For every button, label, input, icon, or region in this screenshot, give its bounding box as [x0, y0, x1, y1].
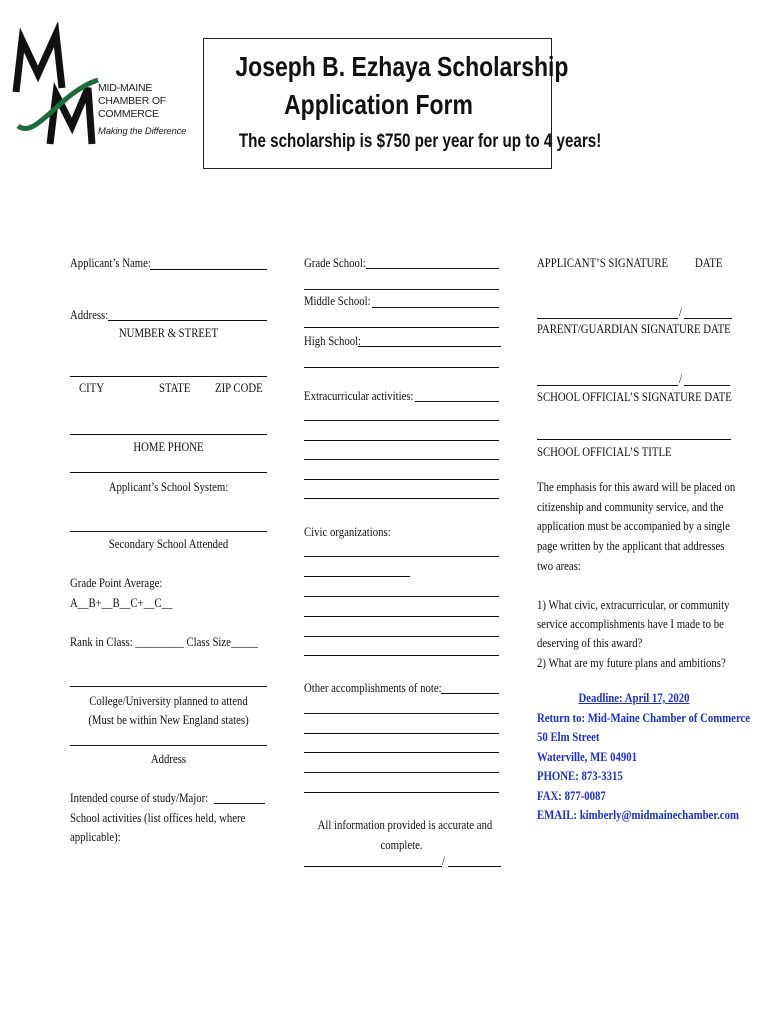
- extracurricular-line[interactable]: [304, 479, 499, 480]
- parent-date-field[interactable]: [684, 318, 732, 319]
- certify-signature-field[interactable]: [304, 866, 442, 867]
- official-signature-label: SCHOOL OFFICIAL’S SIGNATURE DATE: [537, 390, 732, 404]
- other-accomplishments-field[interactable]: [441, 693, 499, 694]
- civic-line[interactable]: [304, 596, 499, 597]
- street-address-field[interactable]: [108, 320, 267, 321]
- city-state-zip-field[interactable]: [70, 376, 267, 377]
- certification-text-2: complete.: [380, 838, 423, 852]
- extracurricular-line[interactable]: [304, 420, 499, 421]
- question-1: 1) What civic, extracurricular, or community: [537, 598, 730, 612]
- civic-line[interactable]: [304, 616, 499, 617]
- question-2: 2) What are my future plans and ambitions?: [537, 656, 726, 670]
- phone: PHONE: 873-3315: [537, 769, 623, 783]
- middle-school-label: Middle School:: [304, 294, 371, 308]
- number-street-caption: NUMBER & STREET: [118, 326, 219, 340]
- certification-text: All information provided is accurate and: [317, 818, 493, 832]
- emphasis-text: citizenship and community service, and the: [537, 500, 724, 514]
- applicant-signature-label: APPLICANT’S SIGNATURE: [537, 256, 669, 270]
- logo-line-1: MID-MAINE: [98, 82, 153, 94]
- page-title: Joseph B. Ezhaya Scholarship: [235, 51, 569, 82]
- applicant-name-field[interactable]: [150, 269, 267, 270]
- grade-school-field[interactable]: [366, 268, 499, 269]
- college-field[interactable]: [70, 686, 267, 687]
- email-link[interactable]: EMAIL: kimberly@midmainechamber.com: [537, 808, 739, 822]
- college-address-field[interactable]: [70, 745, 267, 746]
- date-label: DATE: [695, 256, 723, 270]
- emphasis-text: The emphasis for this award will be placed on: [537, 480, 736, 494]
- civic-line[interactable]: [304, 636, 499, 637]
- chamber-logo: [12, 22, 202, 152]
- official-signature-field[interactable]: [537, 385, 678, 386]
- major-label: Intended course of study/Major:: [70, 791, 209, 805]
- official-date-field[interactable]: [684, 385, 730, 386]
- college-note: (Must be within New England states): [88, 713, 249, 727]
- question-1-line-2: service accomplishments have I made to be: [537, 617, 724, 631]
- secondary-school-caption: Secondary School Attended: [108, 537, 229, 551]
- return-city: Waterville, ME 04901: [537, 750, 638, 764]
- emphasis-text: two areas:: [537, 559, 581, 573]
- fax: FAX: 877-0087: [537, 789, 606, 803]
- school-activities-label-2: applicable):: [70, 830, 121, 844]
- accomplishments-line[interactable]: [304, 752, 499, 753]
- scholarship-amount: The scholarship is $750 per year for up to 4 years!: [238, 131, 602, 152]
- civic-line[interactable]: [304, 655, 499, 656]
- address-label: Address:: [70, 308, 109, 322]
- zip-caption: ZIP CODE: [215, 381, 263, 395]
- official-title-label: SCHOOL OFFICIAL’S TITLE: [537, 445, 672, 459]
- extracurricular-line[interactable]: [304, 459, 499, 460]
- gpa-options[interactable]: A__B+__B__C+__C__: [70, 596, 173, 610]
- state-caption: STATE: [159, 381, 191, 395]
- certify-slash: /: [442, 854, 445, 868]
- grade-school-label: Grade School:: [304, 256, 366, 270]
- mm-monogram-icon: [12, 22, 102, 150]
- high-school-label: High School:: [304, 334, 362, 348]
- accomplishments-line[interactable]: [304, 733, 499, 734]
- emphasis-text: application must be accompanied by a single: [537, 519, 730, 533]
- return-to: Return to: Mid-Maine Chamber of Commerce: [537, 711, 751, 725]
- middle-school-field-2[interactable]: [304, 327, 499, 328]
- grade-school-field-2[interactable]: [304, 289, 499, 290]
- city-caption: CITY: [79, 381, 105, 395]
- other-accomplishments-label: Other accomplishments of note:: [304, 681, 442, 695]
- emphasis-text: page written by the applicant that addresses: [537, 539, 725, 553]
- applicant-name-label: Applicant’s Name:: [70, 256, 151, 270]
- high-school-field[interactable]: [358, 346, 501, 347]
- parent-signature-label: PARENT/GUARDIAN SIGNATURE DATE: [537, 322, 731, 336]
- accomplishments-line[interactable]: [304, 713, 499, 714]
- official-title-field[interactable]: [537, 439, 731, 440]
- title-box: [203, 38, 602, 169]
- extracurricular-line[interactable]: [304, 498, 499, 499]
- page-title-line-2: Application Form: [284, 89, 473, 120]
- extracurricular-label: Extracurricular activities:: [304, 389, 414, 403]
- return-street: 50 Elm Street: [537, 730, 600, 744]
- civic-organizations-label: Civic organizations:: [304, 525, 391, 539]
- major-field[interactable]: [214, 803, 265, 804]
- middle-school-field[interactable]: [372, 307, 499, 308]
- accomplishments-line[interactable]: [304, 772, 499, 773]
- civic-line[interactable]: [304, 576, 410, 577]
- high-school-field-2[interactable]: [304, 367, 499, 368]
- accomplishments-line[interactable]: [304, 792, 499, 793]
- question-1-line-3: deserving of this award?: [537, 636, 643, 650]
- certify-date-field[interactable]: [448, 866, 501, 867]
- college-caption: College/University planned to attend: [89, 694, 248, 708]
- secondary-school-field[interactable]: [70, 531, 267, 532]
- logo-line-3: COMMERCE: [98, 108, 159, 120]
- school-system-field[interactable]: [70, 472, 267, 473]
- official-slash: /: [679, 372, 682, 386]
- parent-slash: /: [679, 305, 682, 319]
- school-activities-label: School activities (list offices held, where: [70, 811, 246, 825]
- home-phone-field[interactable]: [70, 434, 267, 435]
- rank-class-size[interactable]: Rank in Class: _________ Class Size_____: [70, 635, 258, 649]
- college-address-caption: Address: [150, 752, 187, 766]
- extracurricular-field[interactable]: [415, 401, 499, 402]
- deadline: Deadline: April 17, 2020: [578, 691, 690, 705]
- gpa-label: Grade Point Average:: [70, 576, 163, 590]
- parent-signature-field[interactable]: [537, 318, 678, 319]
- home-phone-caption: HOME PHONE: [133, 440, 204, 454]
- civic-line[interactable]: [304, 556, 499, 557]
- logo-line-2: CHAMBER OF: [98, 95, 167, 107]
- logo-tagline: Making the Difference: [98, 126, 187, 137]
- extracurricular-line[interactable]: [304, 440, 499, 441]
- school-system-caption: Applicant’s School System:: [108, 480, 229, 494]
